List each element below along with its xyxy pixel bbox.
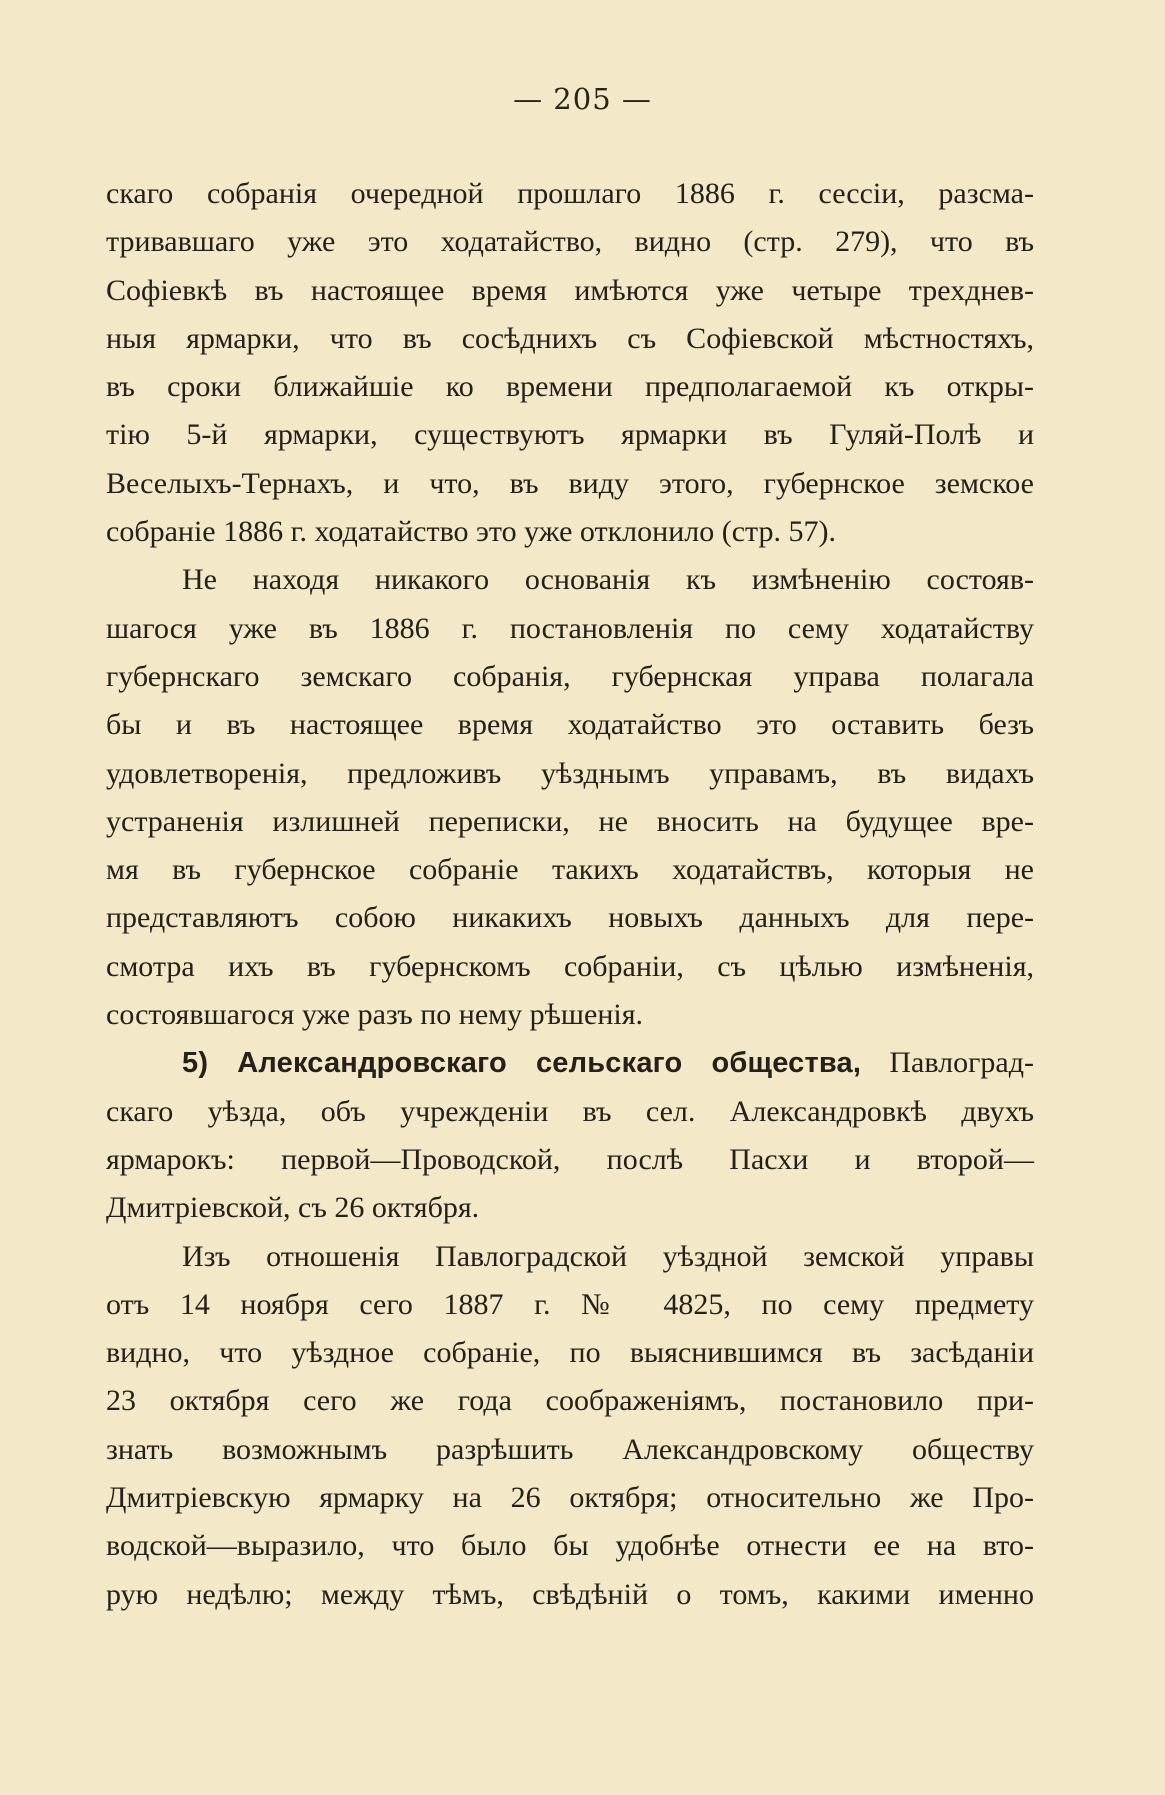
text-line: рую недѣлю; между тѣмъ, свѣдѣній о томъ, какими именно [106,1577,1034,1611]
text-line: видно, что уѣздное собраніе, по выяснившимся въ засѣданіи [106,1336,1034,1370]
text-line: 23 октября сего же года соображеніямъ, постановило при- [106,1384,1034,1418]
text-line: ярмарокъ: первой—Проводской, послѣ Пасхи и второй— [106,1142,1034,1176]
text-line: бы и въ настоящее время ходатайство это оставить безъ [106,708,1034,742]
text-line: ныя ярмарки, что въ сосѣднихъ съ Софіевской мѣстностяхъ, [106,321,1034,355]
text-line: Софіевкѣ въ настоящее время имѣются уже четыре трехднев- [106,273,1034,307]
text-line: представляютъ собою никакихъ новыхъ данныхъ для пере- [106,901,1034,935]
page-number: — 205 — [513,82,652,116]
text-line: отъ 14 ноября сего 1887 г. № 4825, по сему предмету [106,1287,1034,1321]
text-line: Веселыхъ-Тернахъ, и что, въ виду этого, губернское земское [106,466,1034,500]
text-line: въ сроки ближайшіе ко времени предполагаемой къ откры- [106,370,1034,404]
section-heading-tail: Павлоград- [861,1046,1034,1080]
text-line: устраненія излишней переписки, не вносить на будущее вре- [106,804,1034,838]
text-line: удовлетворенія, предложивъ уѣзднымъ управамъ, въ видахъ [106,756,1034,790]
text-line: Дмитріевской, съ 26 октября. [106,1191,480,1225]
text-line: тривавшаго уже это ходатайство, видно (стр. 279), что въ [106,225,1034,259]
text-line: смотра ихъ въ губернскомъ собраніи, съ цѣлью измѣненія, [106,949,1034,983]
body-text [106,170,1034,1619]
text-line: собраніе 1886 г. ходатайство это уже отклонило (стр. 57). [106,515,837,549]
text-line: Дмитріевскую ярмарку на 26 октября; относительно же Про- [106,1481,1034,1515]
text-line: знать возможнымъ разрѣшить Александровскому обществу [106,1432,1034,1466]
text-line: мя въ губернское собраніе такихъ ходатайствъ, которыя не [106,853,1034,887]
text-line: водской—выразило, что было бы удобнѣе отнести ее на вто- [106,1529,1034,1563]
section-heading-line [106,1039,1034,1087]
text-line: шагося уже въ 1886 г. постановленія по сему ходатайству [106,611,1034,645]
text-line: Изъ отношенія Павлоградской уѣздной земской управы [182,1239,1034,1273]
text-line: состоявшагося уже разъ по нему рѣшенія. [106,998,644,1032]
text-line: Не находя никакого основанія къ измѣненію состояв- [182,563,1034,597]
text-line: губернскаго земскаго собранія, губернская управа полагала [106,659,1034,693]
text-line: скаго уѣзда, объ учрежденіи въ сел. Александровкѣ двухъ [106,1094,1034,1128]
text-line: скаго собранія очередной прошлаго 1886 г. сессіи, разсма- [106,177,1034,210]
section-heading: 5) Александровскаго сельскаго общества, [182,1047,862,1080]
text-line: тію 5-й ярмарки, существуютъ ярмарки въ Гуляй-Полѣ и [106,418,1034,452]
